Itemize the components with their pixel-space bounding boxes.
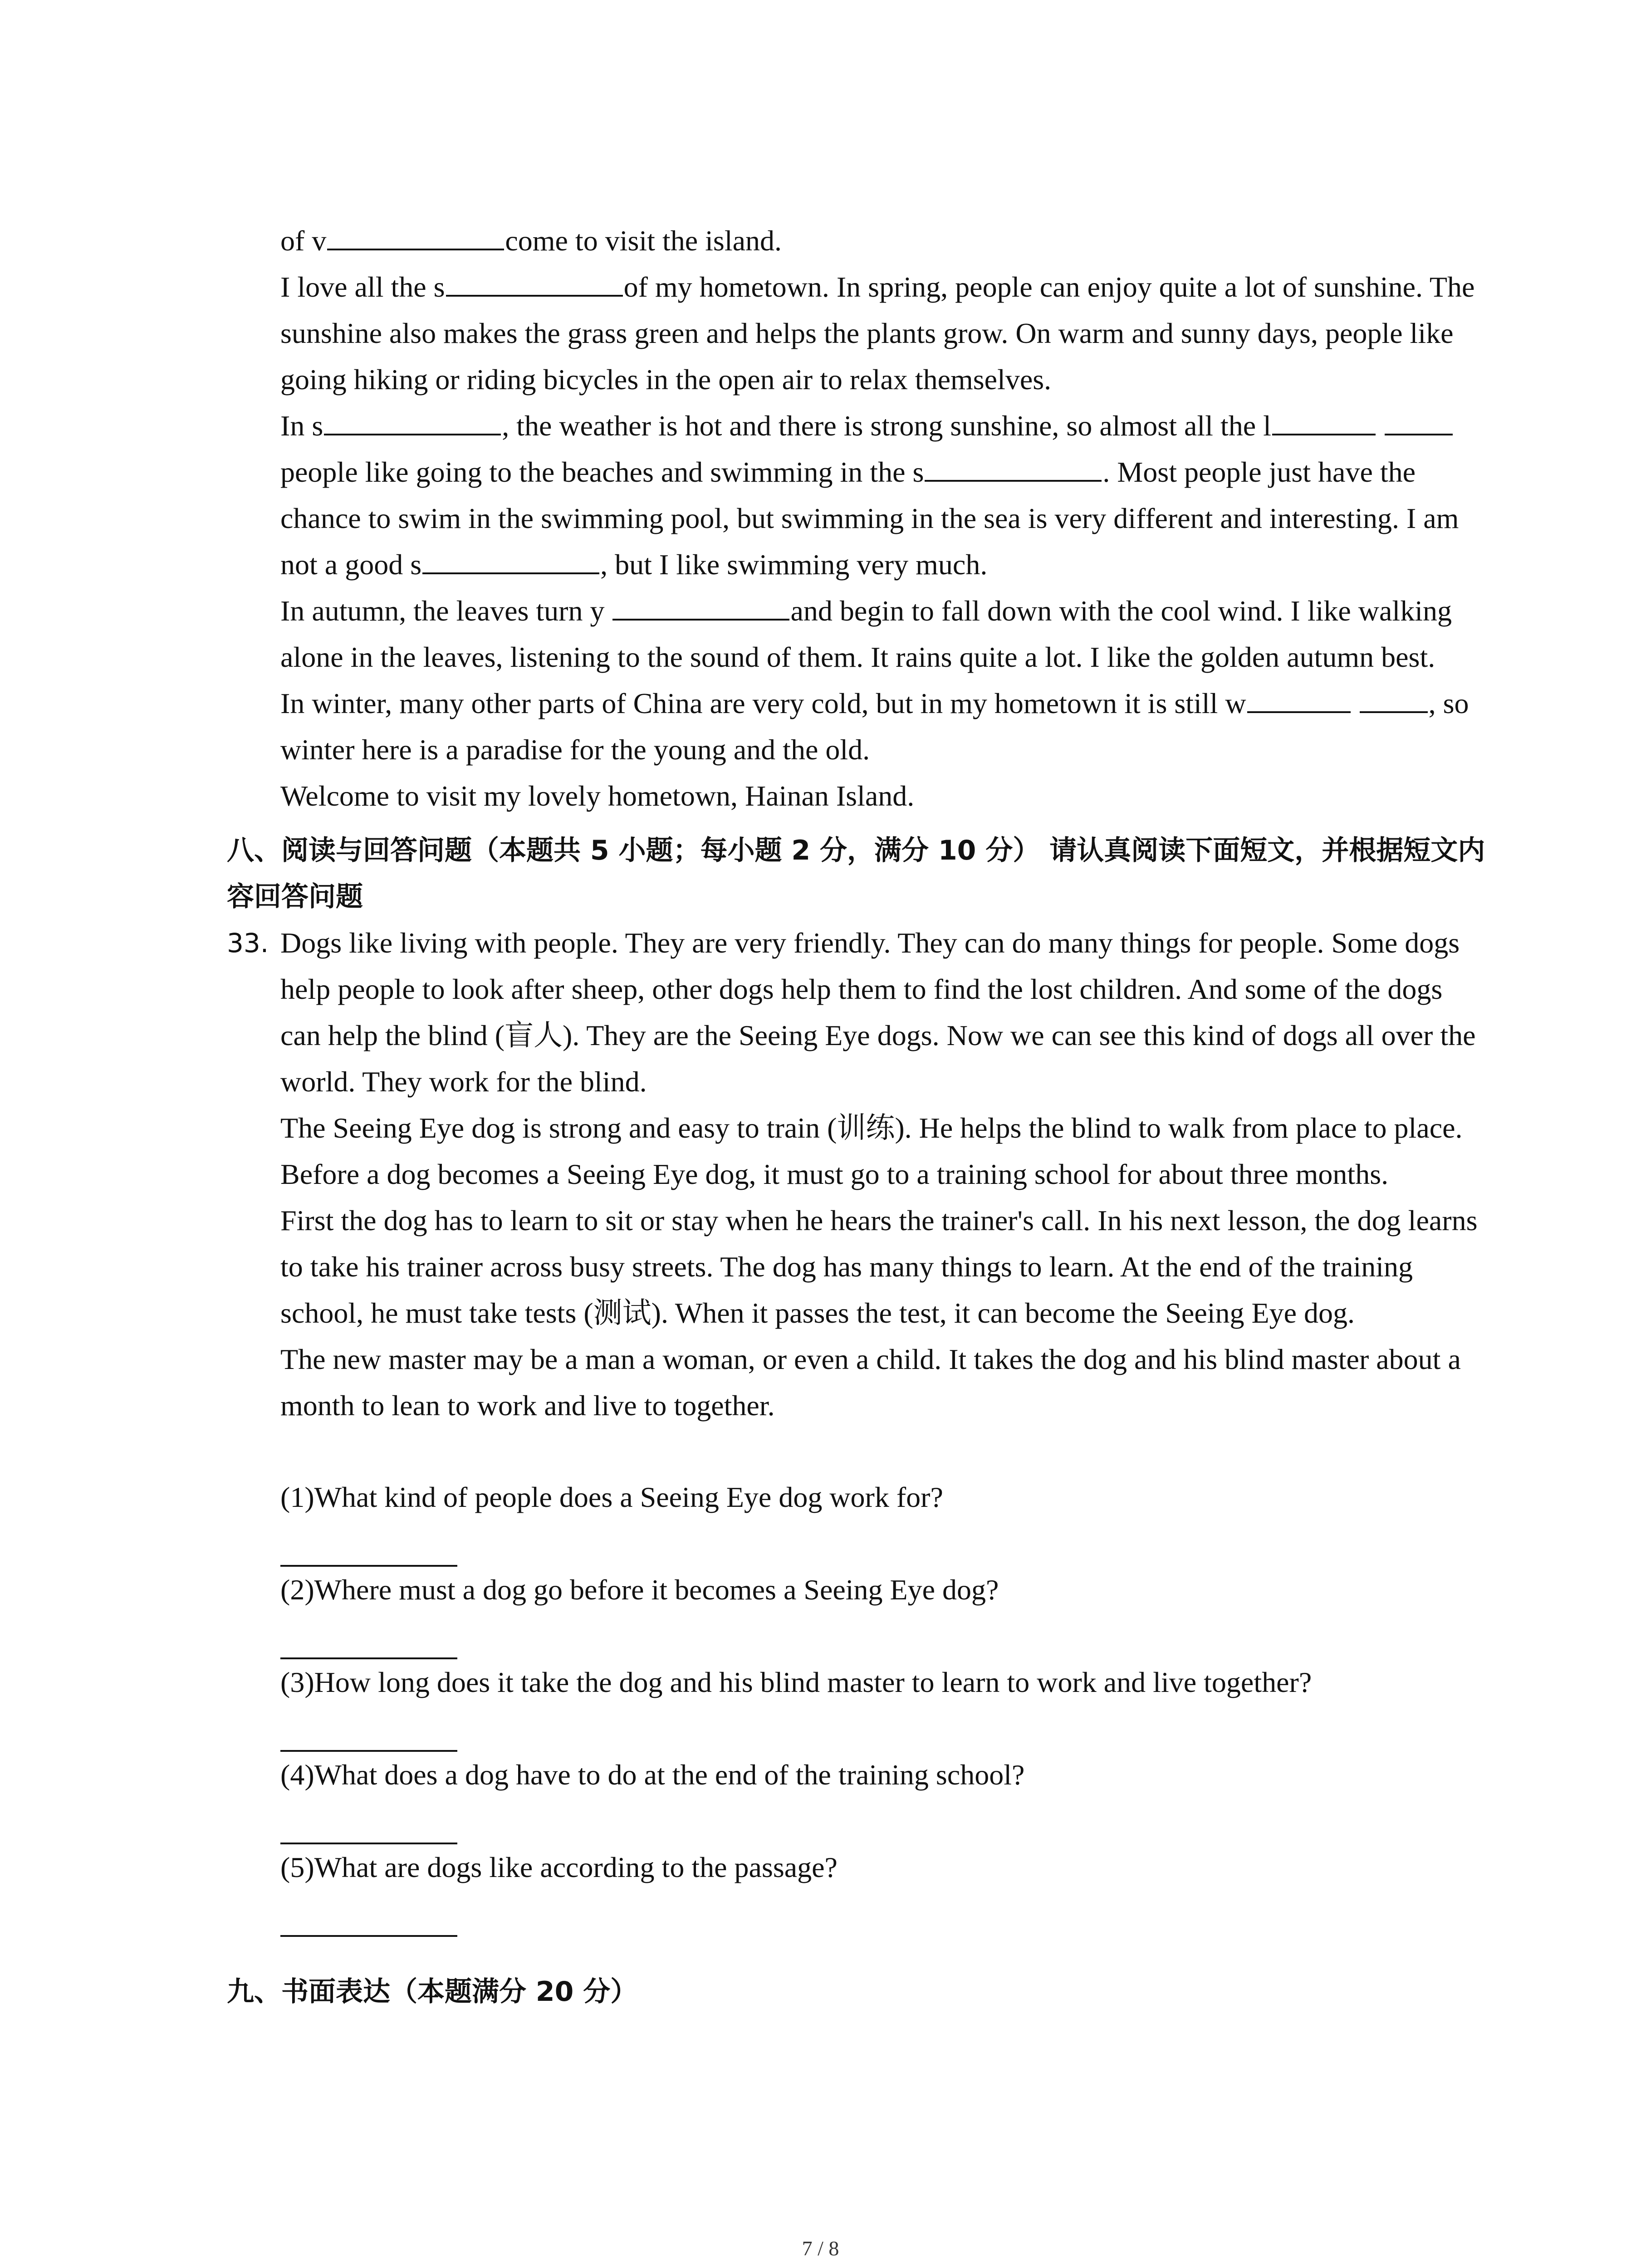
sub-question-text: (3)How long does it take the dog and his blind master to learn to work and live together? — [280, 1666, 1312, 1698]
fill-blank-y-yellow[interactable] — [612, 591, 789, 621]
sub-question-text: (2)Where must a dog go before it becomes a Seeing Eye dog? — [280, 1574, 999, 1606]
passage-line-welcome: Welcome to visit my lovely hometown, Hainan Island. — [280, 780, 915, 812]
question-number: 33. — [227, 928, 269, 958]
fill-blank-l-local-cont — [1385, 406, 1453, 435]
passage-paragraph-spring: I love all the s of my hometown. In spring, people can enjoy quite a lot of sunshine. The sunshine also makes the grass green and helps the plants grow. On warm and sunny days, people like going hiking or riding bicycles in the open air to relax themselves. — [280, 264, 1478, 403]
sub-question-3 — [280, 1659, 1478, 1752]
section-9-heading: 九、书面表达（本题满分 20 分） — [227, 1976, 638, 2008]
sub-question-2 — [280, 1567, 1478, 1659]
fill-blank-w-warm[interactable] — [1247, 683, 1351, 713]
passage-line-visitors: of v come to visit the island. — [280, 218, 1478, 264]
section-8-heading: 八、阅读与回答问题（本题共 5 小题；每小题 2 分，满分 10 分） 请认真阅读下面短文，并根据短文内容回答问题 — [227, 835, 1485, 913]
question-33 — [227, 920, 1478, 1937]
sub-question-1 — [280, 1474, 1478, 1567]
answer-line-5[interactable] — [280, 1935, 457, 1937]
passage-paragraph-winter: In winter, many other parts of China are very cold, but in my hometown it is still w , so winter here is a paradise for the young and the old. — [280, 680, 1478, 773]
fill-blank-v[interactable] — [327, 220, 504, 250]
fill-blank-s-swimmer[interactable] — [422, 544, 599, 574]
q33-paragraph-2: The Seeing Eye dog is strong and easy to train (训练). He helps the blind to walk from place to place. Before a dog becomes a Seeing Eye dog, it must go to a training school for about three months. — [280, 1112, 1463, 1190]
sub-question-text: (1)What kind of people does a Seeing Eye dog work for? — [280, 1481, 943, 1513]
passage-paragraph-summer: In s , the weather is hot and there is strong sunshine, so almost all the l people like going to the beaches and swimming in the s . Most people just have the chance to swim in the swimming pool, but swimming in the sea is very different and interesting. I am not a good s , but I like swimming very much. — [280, 403, 1478, 588]
fill-blank-s-sea[interactable] — [925, 452, 1102, 482]
document-content — [227, 218, 1485, 2015]
sub-question-5 — [280, 1844, 1478, 1937]
passage-paragraph-autumn: In autumn, the leaves turn y and begin to fall down with the cool wind. I like walking alone in the leaves, listening to the sound of them. It rains quite a lot. I like the golden autumn best. — [280, 588, 1478, 680]
fill-blank-s-summer[interactable] — [324, 406, 501, 435]
fill-blank-l-local[interactable] — [1272, 406, 1376, 435]
sub-question-text: (5)What are dogs like according to the passage? — [280, 1851, 838, 1883]
sub-question-text: (4)What does a dog have to do at the end of the training school? — [280, 1759, 1025, 1791]
page-number: 7 / 8 — [802, 2237, 839, 2260]
q33-paragraph-4: The new master may be a man a woman, or even a child. It takes the dog and his blind master about a month to lean to work and live to together. — [280, 1343, 1461, 1422]
fill-blank-s-seasons[interactable] — [446, 267, 623, 297]
q33-paragraph-3: First the dog has to learn to sit or stay when he hears the trainer's call. In his next lesson, the dog learns to take his trainer across busy streets. The dog has many things to learn. At the end of the training school, he must take tests (测试). When it passes the test, it can become the Seeing Eye dog. — [280, 1204, 1478, 1329]
fill-blank-w-warm-cont — [1360, 683, 1428, 713]
sub-question-4 — [280, 1752, 1478, 1844]
q33-paragraph-1: Dogs like living with people. They are very friendly. They can do many things for people. Some dogs help people to look after sheep, other dogs help them to find the lost children. And some of the dogs can help the blind (盲人). They are the Seeing Eye dogs. Now we can see this kind of dogs all over the world. They work for the blind. — [280, 927, 1476, 1098]
